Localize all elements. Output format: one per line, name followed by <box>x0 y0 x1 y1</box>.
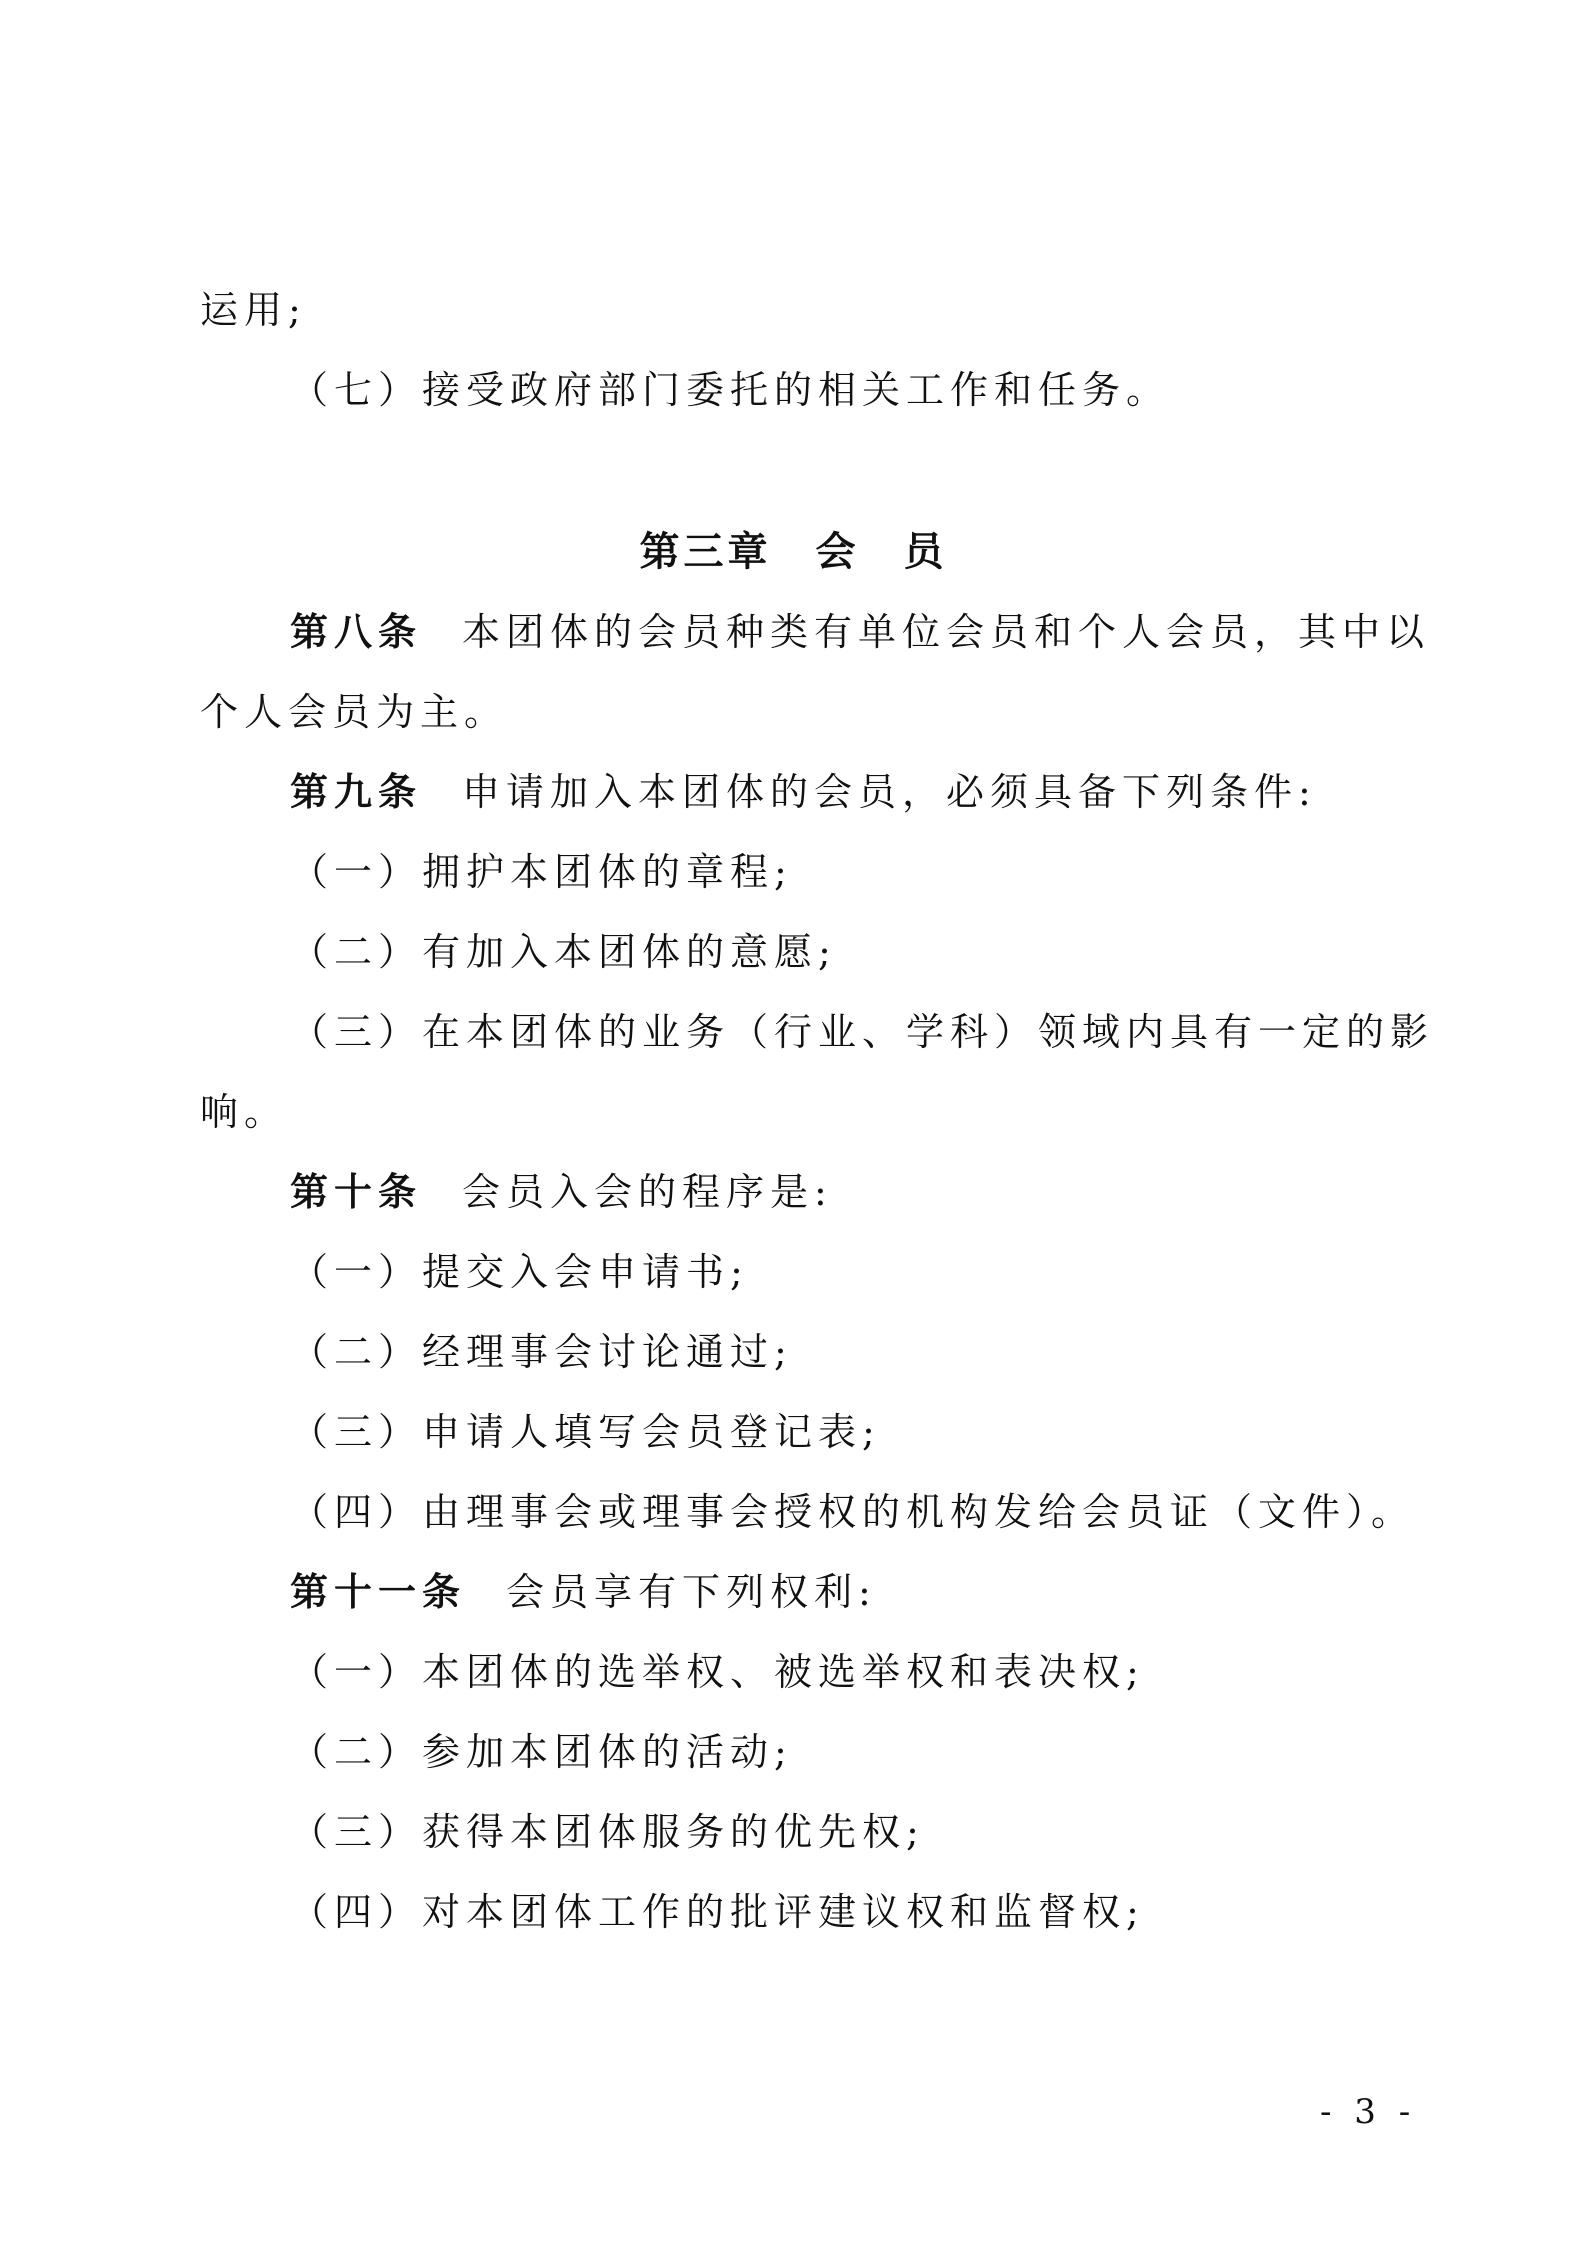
article-10 <box>290 1164 833 1220</box>
article-text: 申请加入本团体的会员，必须具备下列条件: <box>462 770 1317 814</box>
list-item: （三）获得本团体服务的优先权; <box>290 1810 925 1854</box>
text-line: 响。 <box>200 1090 289 1134</box>
text-line: 个人会员为主。 <box>200 690 509 734</box>
article-9 <box>290 764 1317 820</box>
list-item: （二）经理事会讨论通过; <box>290 1330 793 1374</box>
list-item: （二）参加本团体的活动; <box>290 1730 793 1774</box>
article-11 <box>290 1564 877 1620</box>
article-label: 第八条 <box>290 610 423 654</box>
text-line: （七）接受政府部门委托的相关工作和任务。 <box>290 368 1171 412</box>
list-item: （四）对本团体工作的批评建议权和监督权; <box>290 1890 1145 1934</box>
list-item: （一）提交入会申请书; <box>290 1250 749 1294</box>
list-item: （三）在本团体的业务（行业、学科）领域内具有一定的影 <box>290 1010 1435 1054</box>
article-text: 会员享有下列权利: <box>506 1570 877 1614</box>
page-number: - 3 - <box>1320 2092 1417 2132</box>
article-label: 第九条 <box>290 770 423 814</box>
article-label: 第十条 <box>290 1170 423 1214</box>
article-8 <box>290 604 1430 660</box>
list-item: （一）拥护本团体的章程; <box>290 850 793 894</box>
text-line: 运用; <box>200 288 307 332</box>
chapter-heading: 第三章 会 员 <box>639 529 948 575</box>
article-label: 第十一条 <box>290 1570 467 1614</box>
list-item: （三）申请人填写会员登记表; <box>290 1410 881 1454</box>
list-item: （一）本团体的选举权、被选举权和表决权; <box>290 1650 1145 1694</box>
list-item: （二）有加入本团体的意愿; <box>290 930 837 974</box>
article-text: 本团体的会员种类有单位会员和个人会员，其中以 <box>462 610 1431 654</box>
list-item: （四）由理事会或理事会授权的机构发给会员证（文件）。 <box>290 1490 1416 1534</box>
article-text: 会员入会的程序是: <box>462 1170 833 1214</box>
